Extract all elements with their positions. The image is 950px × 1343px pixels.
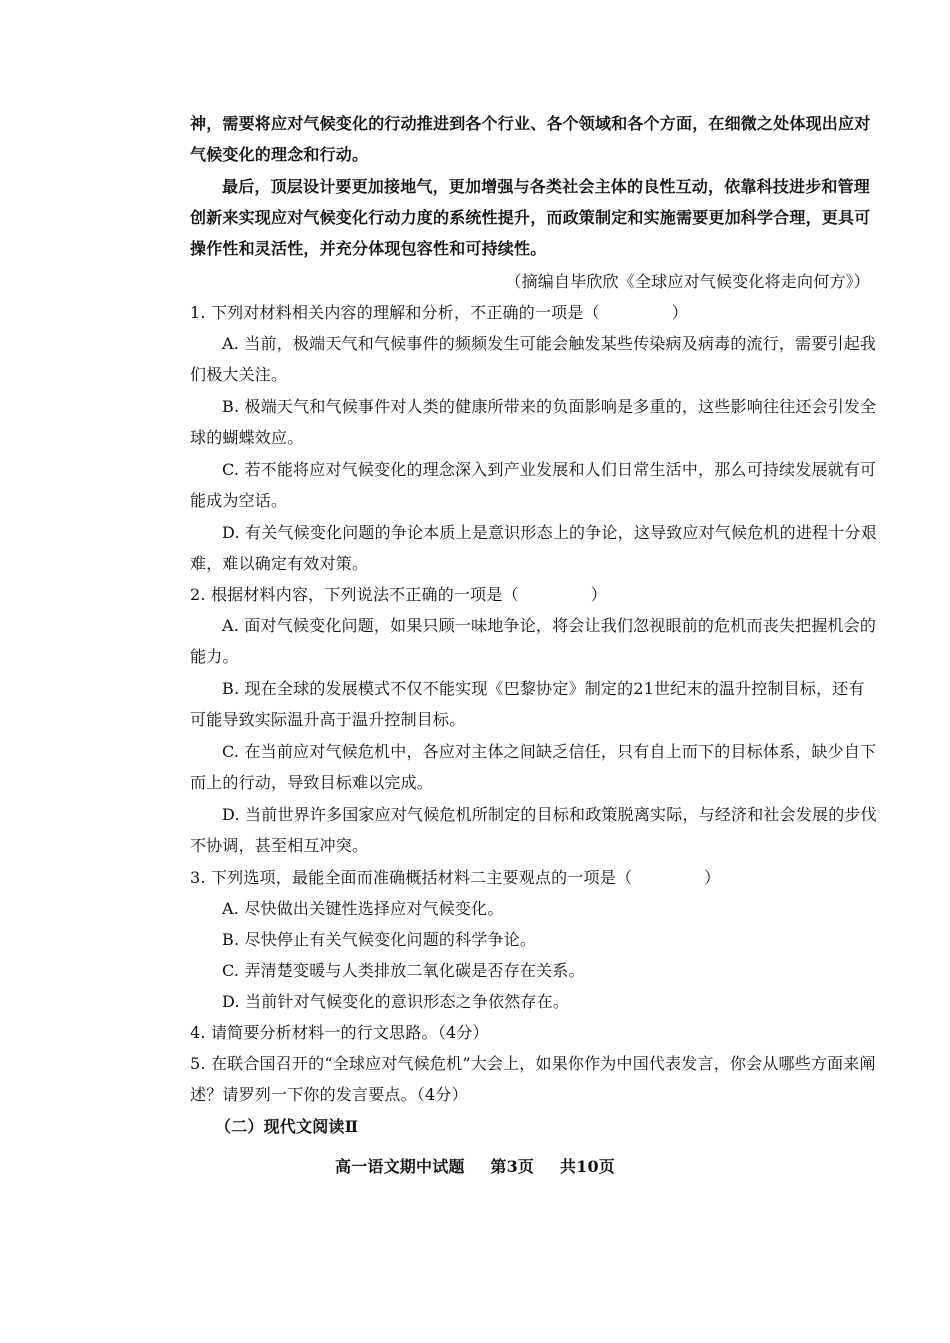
- question-5: 5. 在联合国召开的“全球应对气候危机”大会上，如果你作为中国代表发言，你会从哪些方面来阐述？请罗列一下你的发言要点。（4分）: [190, 1054, 876, 1104]
- material-source: （摘编自毕欣欣《全球应对气候变化将走向何方》）: [505, 272, 870, 291]
- question-1-option-c: C. 若不能将应对气候变化的理念深入到产业发展和人们日常生活中，那么可持续发展就有可能成为空话。: [190, 460, 877, 510]
- question-2-option-b: B. 现在全球的发展模式不仅不能实现《巴黎协定》制定的21世纪末的温升控制目标，还有可能导致实际温升高于温升控制目标。: [190, 679, 865, 729]
- page-footer: [0, 1151, 950, 1182]
- question-3-stem: [190, 862, 880, 893]
- question-3-option-a: A. 尽快做出关键性选择应对气候变化。: [222, 899, 504, 918]
- question-1-close: ）: [671, 303, 688, 322]
- question-1-option-b: B. 极端天气和气候事件对人类的健康所带来的负面影响是多重的，这些影响往往还会引发全球的蝴蝶效应。: [190, 397, 877, 447]
- footer-page-total: 共10页: [559, 1157, 615, 1176]
- question-1-option-d: D. 有关气候变化问题的争论本质上是意识形态上的争论，这导致应对气候危机的进程十分艰难，难以确定有效对策。: [190, 523, 877, 573]
- footer-exam-title: 高一语文期中试题: [335, 1157, 465, 1176]
- question-3-option-d: D. 当前针对气候变化的意识形态之争依然存在。: [222, 992, 570, 1011]
- footer-page-number: 第3页: [490, 1157, 535, 1176]
- question-2-option-d: D. 当前世界许多国家应对气候危机所制定的目标和政策脱离实际，与经济和社会发展的步伐不协调，甚至相互冲突。: [190, 805, 877, 855]
- question-1-stem: [190, 297, 880, 328]
- question-2-option-c: C. 在当前应对气候危机中，各应对主体之间缺乏信任，只有自上而下的目标体系，缺少自下而上的行动，导致目标难以完成。: [190, 742, 877, 792]
- question-3-option-b: B. 尽快停止有关气候变化问题的科学争论。: [222, 930, 537, 949]
- question-4: 4. 请简要分析材料一的行文思路。（4分）: [190, 1023, 489, 1042]
- question-3-option-c: C. 弄清楚变暖与人类排放二氧化碳是否存在关系。: [222, 961, 585, 980]
- question-2-stem: [190, 579, 880, 610]
- question-1-text: 1. 下列对材料相关内容的理解和分析，不正确的一项是（: [190, 303, 600, 322]
- section-heading: （二）现代文阅读Ⅱ: [215, 1117, 359, 1136]
- question-1-option-a: A. 当前，极端天气和气候事件的频频发生可能会触发某些传染病及病毒的流行，需要引起我们极大关注。: [190, 334, 877, 384]
- material-paragraph-2: 最后，顶层设计要更加接地气，更加增强与各类社会主体的良性互动，依靠科技进步和管理创新来实现应对气候变化行动力度的系统性提升，而政策制定和实施需要更加科学合理，更具可操作性和灵活性，并充分体现包容性和可持续性。: [190, 177, 871, 258]
- question-2-option-a: A. 面对气候变化问题，如果只顾一味地争论，将会让我们忽视眼前的危机而丧失把握机会的能力。: [190, 616, 877, 666]
- question-2-close: ）: [590, 585, 607, 604]
- question-3-text: 3. 下列选项，最能全面而准确概括材料二主要观点的一项是（: [190, 868, 633, 887]
- material-paragraph-1: 神，需要将应对气候变化的行动推进到各个行业、各个领域和各个方面，在细微之处体现出应对气候变化的理念和行动。: [190, 114, 871, 164]
- question-2-text: 2. 根据材料内容，下列说法不正确的一项是（: [190, 585, 519, 604]
- question-3-close: ）: [704, 868, 721, 887]
